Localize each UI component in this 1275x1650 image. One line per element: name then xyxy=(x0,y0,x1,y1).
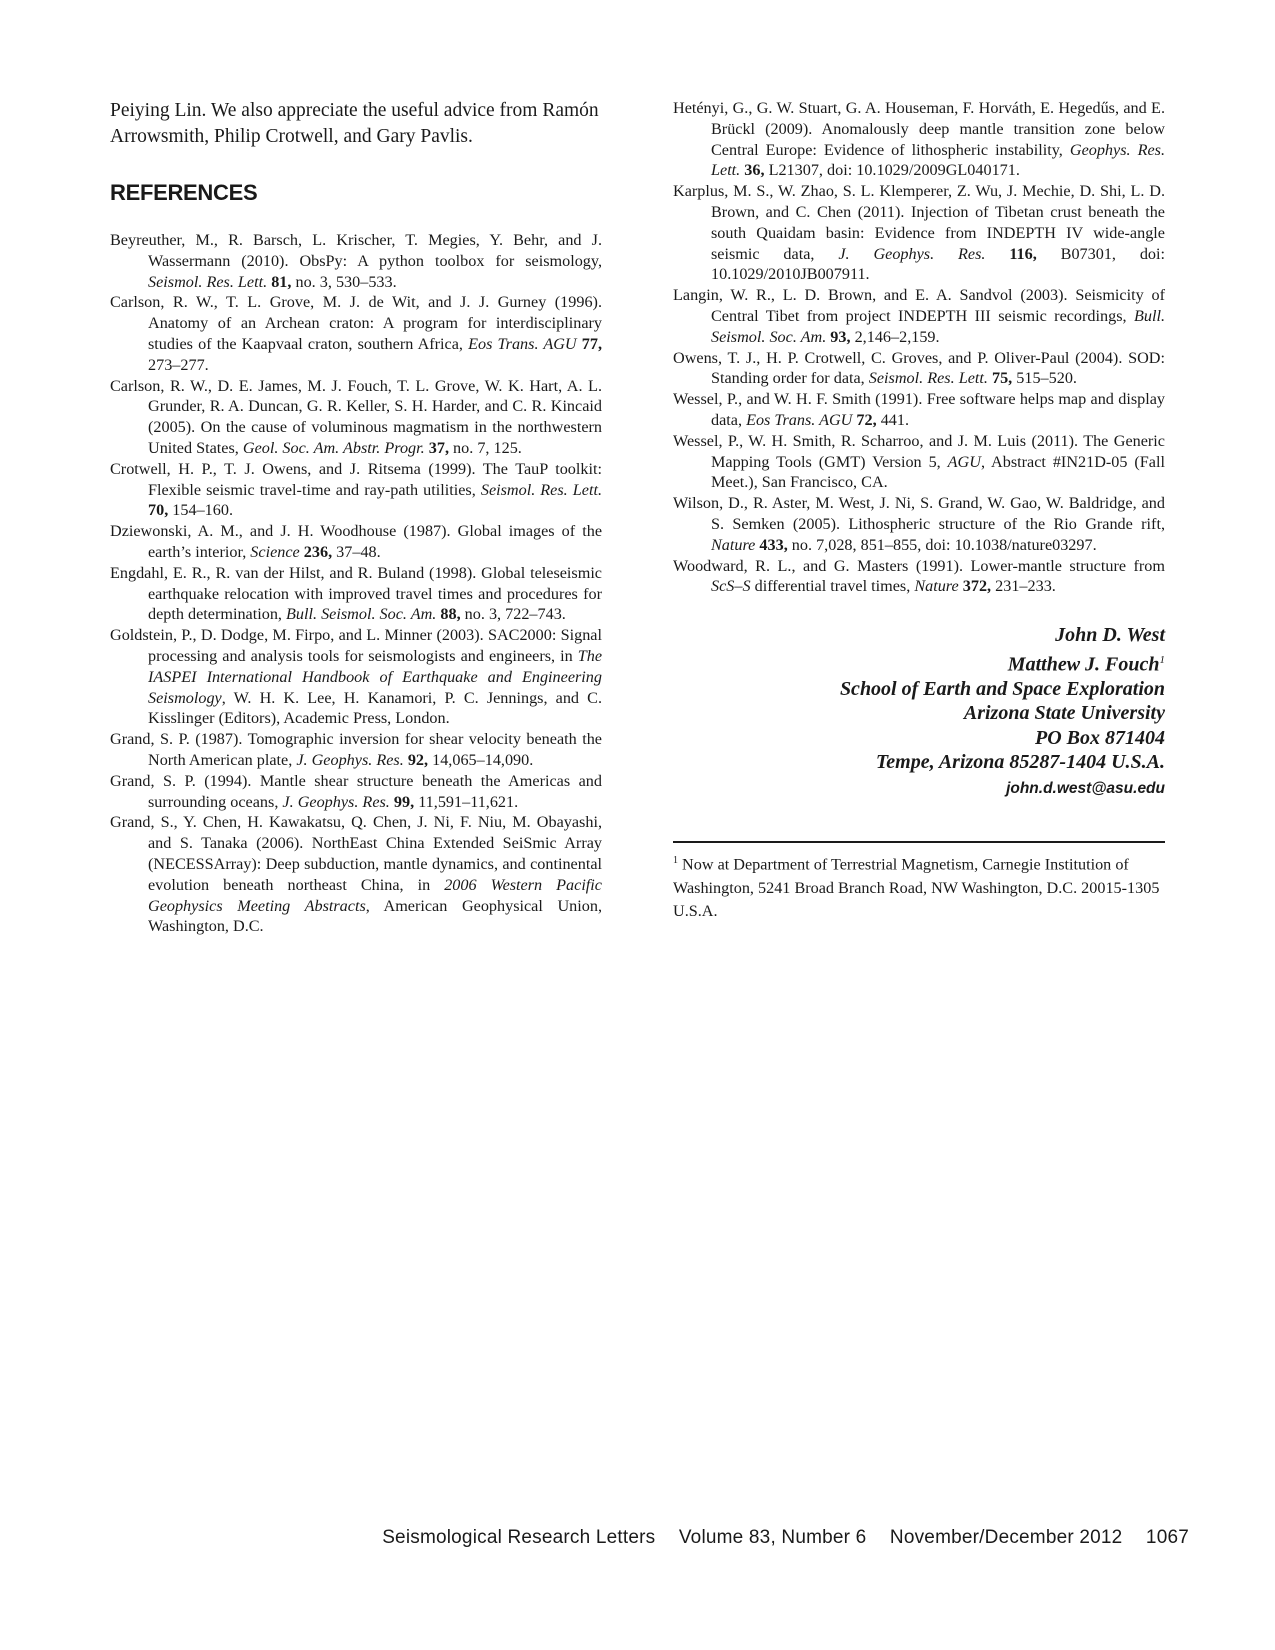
footnote-mark: 1 xyxy=(1159,653,1165,666)
reference-text: no. 3, 530–533. xyxy=(291,272,397,291)
city-address: Tempe, Arizona 85287-1404 U.S.A. xyxy=(875,751,1165,774)
reference-text: Owens, T. J., H. P. Crotwell, C. Groves, and P. Oliver-Paul (2004). SOD: Standing order for data, xyxy=(673,348,1165,388)
reference-volume: 236, xyxy=(303,542,333,561)
reference-entry xyxy=(673,493,1165,555)
footnote-text: Now at Department of Terrestrial Magnetism, Carnegie Institution of Washington, 5241 Broad Branch Road, NW Washington, D.C. 20015-1305 U.S.A. xyxy=(673,855,1160,920)
affiliation: School of Earth and Space Exploration xyxy=(839,677,1165,700)
reference-entry xyxy=(110,771,602,813)
reference-text: Karplus, M. S., W. Zhao, S. L. Klemperer, Z. Wu, J. Mechie, D. Shi, L. D. Brown, and C. Chen (2011). Injection of Tibetan crust beneath the south Quaidam basin: Evidence from INDEPTH IV wide-angle seismic data, xyxy=(673,182,1165,263)
university: Arizona State University xyxy=(963,702,1165,725)
reference-text: Goldstein, P., D. Dodge, M. Firpo, and L. Minner (2003). SAC2000: Signal processing and analysis tools for seismologists and engineers, in xyxy=(110,626,602,665)
reference-volume: 93, xyxy=(830,327,851,346)
reference-text: , W. H. K. Lee, H. Kanamori, P. C. Jennings, and C. Kisslinger (Editors), Academic Press, London. xyxy=(148,688,602,728)
reference-text: 273–277. xyxy=(148,355,209,374)
reference-list-right xyxy=(673,98,1165,597)
reference-text xyxy=(985,245,1009,263)
reference-text: , Abstract #IN21D-05 (Fall Meet.), San Francisco, CA. xyxy=(711,452,1165,492)
right-column xyxy=(673,98,1165,923)
reference-entry xyxy=(673,98,1165,181)
reference-volume: 36, xyxy=(744,161,765,180)
reference-text: Engdahl, E. R., R. van der Hilst, and R. Buland (1998). Global teleseismic earthquake relocation with improved travel times and procedures for depth determination, xyxy=(110,563,602,624)
reference-entry xyxy=(110,812,602,937)
reference-italic-text: Eos Trans. AGU xyxy=(468,334,577,353)
reference-italic-text: Nature xyxy=(914,577,959,596)
reference-entry xyxy=(110,292,602,375)
reference-entry xyxy=(673,181,1165,285)
reference-text: Langin, W. R., L. D. Brown, and E. A. Sandvol (2003). Seismicity of Central Tibet from project INDEPTH III seismic recordings, xyxy=(673,286,1165,325)
reference-volume: 88, xyxy=(440,605,461,624)
reference-italic-text: Eos Trans. AGU xyxy=(746,410,853,429)
reference-text: L21307, doi: 10.1029/2009GL040171. xyxy=(764,161,1020,180)
reference-text: Wessel, P., and W. H. F. Smith (1991). Free software helps map and display data, xyxy=(673,390,1165,429)
reference-text: Grand, S. P. (1994). Mantle shear structure beneath the Americas and surrounding oceans, xyxy=(110,771,602,811)
reference-volume: 433, xyxy=(759,535,788,554)
reference-italic-text: Seismol. Res. Lett. xyxy=(480,480,602,499)
reference-text: no. 7,028, 851–855, doi: 10.1038/nature03297. xyxy=(787,535,1097,554)
reference-volume: 81, xyxy=(271,272,292,291)
reference-italic-text: AGU xyxy=(947,452,981,471)
references-heading: REFERENCES xyxy=(110,180,258,205)
reference-text: Carlson, R. W., D. E. James, M. J. Fouch, T. L. Grove, W. K. Hart, A. L. Grunder, R. A. Duncan, G. R. Keller, S. H. Harder, and C. R. Kincaid (2005). On the cause of voluminous magmatism in the northwestern United States, xyxy=(110,376,602,457)
reference-italic-text: J. Geophys. Res. xyxy=(838,244,986,263)
reference-entry xyxy=(110,230,602,292)
reference-text: Grand, S. P. (1987). Tomographic inversion for shear velocity beneath the North American plate, xyxy=(110,730,602,769)
reference-text: Carlson, R. W., T. L. Grove, M. J. de Wit, and J. J. Gurney (1996). Anatomy of an Archean craton: A program for interdisciplinary studies of the Kaapvaal craton, southern Africa, xyxy=(110,293,602,353)
reference-volume: 99, xyxy=(393,792,415,811)
reference-italic-text: Seismol. Res. Lett. xyxy=(148,272,268,291)
acknowledgments-text: Peiying Lin. We also appreciate the useful advice from Ramón Arrowsmith, Philip Crotwell, and Gary Pavlis. xyxy=(110,100,599,147)
reference-text: 2,146–2,159. xyxy=(850,327,940,346)
reference-volume: 116, xyxy=(1009,244,1037,263)
reference-italic-text: J. Geophys. Res. xyxy=(282,792,390,811)
author-name-line xyxy=(673,648,1165,677)
reference-italic-text: Geophys. Res. Lett. xyxy=(711,140,1165,180)
author-name: John D. West xyxy=(1055,624,1165,647)
journal-name: Seismological Research Letters xyxy=(382,1527,656,1548)
page-footer xyxy=(382,1527,1189,1549)
author-signature xyxy=(673,623,1165,801)
reference-italic-text: Nature xyxy=(711,535,756,554)
reference-volume: 70, xyxy=(148,501,169,520)
reference-italic-text: The IASPEI International Handbook of Earthquake and Engineering Seismology xyxy=(148,646,602,707)
reference-italic-text: Bull. Seismol. Soc. Am. xyxy=(711,306,1165,346)
reference-list-left xyxy=(110,230,602,937)
footnote-divider xyxy=(673,841,1165,843)
reference-volume: 92, xyxy=(407,750,429,769)
reference-text: Wilson, D., R. Aster, M. West, J. Ni, S. Grand, W. Gao, W. Baldridge, and S. Semken (2005). Lithospheric structure of the Rio Grande rift, xyxy=(673,494,1165,533)
reference-text: 11,591–11,621. xyxy=(414,792,519,811)
reference-text: no. 3, 722–743. xyxy=(460,605,566,624)
reference-italic-text: Seismol. Res. Lett. xyxy=(868,369,988,388)
reference-italic-text: Bull. Seismol. Soc. Am. xyxy=(286,605,437,624)
reference-text: no. 7, 125. xyxy=(448,438,522,457)
reference-entry xyxy=(110,625,602,729)
reference-entry xyxy=(673,389,1165,431)
reference-entry xyxy=(110,521,602,563)
reference-volume: 75, xyxy=(991,369,1013,388)
left-column xyxy=(110,98,602,937)
reference-italic-text: Science xyxy=(250,542,300,561)
reference-text: Grand, S., Y. Chen, H. Kawakatsu, Q. Chen, J. Ni, F. Niu, M. Obayashi, and S. Tanaka (2006). NorthEast China Extended SeiSmic Array (NECESSArray): Deep subduction, mantle dynamics, and continental evolution beneath northeast China, in xyxy=(110,813,602,894)
reference-italic-text: Geol. Soc. Am. Abstr. Progr. xyxy=(242,438,425,457)
reference-volume: 77, xyxy=(581,334,603,353)
reference-text: 37–48. xyxy=(332,542,381,561)
volume-issue: Volume 83, Number 6 xyxy=(678,1527,867,1548)
reference-text: B07301, doi: 10.1029/2010JB007911. xyxy=(711,244,1166,284)
reference-volume: 37, xyxy=(428,438,449,457)
reference-entry xyxy=(673,556,1165,598)
reference-text: differential travel times, xyxy=(750,577,915,596)
reference-text: Beyreuther, M., R. Barsch, L. Krischer, T. Megies, Y. Behr, and J. Wassermann (2010). ObsPy: A python toolbox for seismology, xyxy=(110,231,602,270)
reference-entry xyxy=(110,459,602,521)
reference-text: , American Geophysical Union, Washington, D.C. xyxy=(148,896,602,936)
reference-entry xyxy=(110,376,602,459)
reference-italic-text: J. Geophys. Res. xyxy=(296,750,404,769)
issue-date: November/December 2012 xyxy=(889,1527,1123,1548)
reference-volume: 372, xyxy=(962,577,992,596)
reference-text: Dziewonski, A. M., and J. H. Woodhouse (1987). Global images of the earth’s interior, xyxy=(110,522,602,561)
reference-text: 515–520. xyxy=(1012,369,1077,388)
reference-entry xyxy=(110,563,602,625)
reference-text: 441. xyxy=(876,410,910,429)
reference-text: Wessel, P., W. H. Smith, R. Scharroo, and J. M. Luis (2011). The Generic Mapping Tools (GMT) Version 5, xyxy=(673,431,1165,471)
reference-italic-text: 2006 Western Pacific Geophysics Meeting Abstracts xyxy=(148,875,602,915)
email-link[interactable]: john.d.west@asu.edu xyxy=(1006,779,1165,797)
reference-text: 231–233. xyxy=(991,577,1056,596)
reference-text: 154–160. xyxy=(168,501,233,520)
reference-text: Hetényi, G., G. W. Stuart, G. A. Houseman, F. Horváth, E. Hegedűs, and E. Brückl (2009). Anomalously deep mantle transition zone below Central Europe: Evidence of lithospheric instability, xyxy=(673,99,1165,159)
reference-entry xyxy=(673,431,1165,493)
reference-text: 14,065–14,090. xyxy=(428,750,534,769)
reference-text: Crotwell, H. P., T. J. Owens, and J. Ritsema (1999). The TauP toolkit: Flexible seismic travel-time and ray-path utilities, xyxy=(110,459,602,499)
po-box: PO Box 871404 xyxy=(1035,726,1165,749)
reference-entry xyxy=(673,348,1165,390)
reference-italic-text: ScS–S xyxy=(711,577,751,596)
author-name: Matthew J. Fouch xyxy=(1007,653,1160,676)
reference-entry xyxy=(110,729,602,771)
footnote xyxy=(673,849,1165,922)
reference-volume: 72, xyxy=(856,410,877,429)
reference-entry xyxy=(673,285,1165,347)
page-number: 1067 xyxy=(1145,1527,1189,1548)
footnote-mark: 1 xyxy=(673,855,678,867)
reference-text: Woodward, R. L., and G. Masters (1991). Lower-mantle structure from xyxy=(673,556,1165,575)
